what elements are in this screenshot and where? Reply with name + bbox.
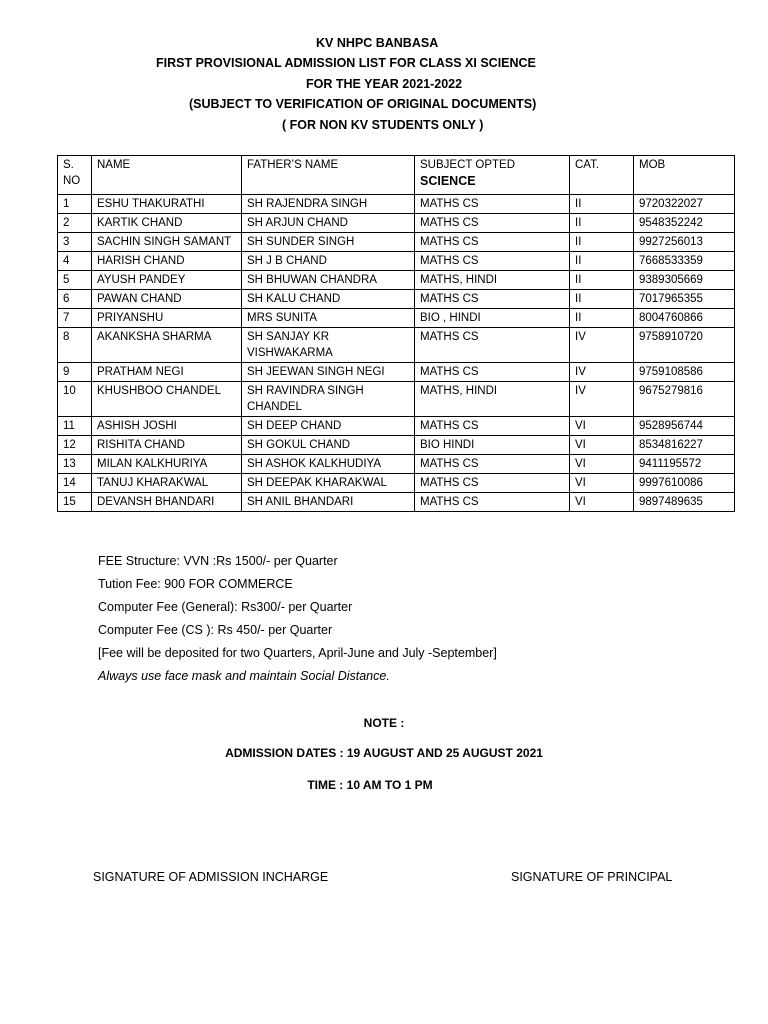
- col-father-header: FATHER’S NAME: [242, 156, 415, 195]
- row-category: VI: [570, 455, 634, 474]
- signature-principal: SIGNATURE OF PRINCIPAL: [511, 870, 673, 884]
- row-name: MILAN KALKHURIYA: [92, 455, 242, 474]
- table-row: [58, 417, 735, 436]
- row-mobile: 9720322027: [634, 195, 735, 214]
- row-name: ESHU THAKURATHI: [92, 195, 242, 214]
- row-mobile: 8534816227: [634, 436, 735, 455]
- row-name: DEVANSH BHANDARI: [92, 493, 242, 512]
- row-name: HARISH CHAND: [92, 252, 242, 271]
- row-subject: MATHS CS: [415, 195, 570, 214]
- row-sno: 8: [58, 328, 92, 363]
- table-row: [58, 252, 735, 271]
- row-subject: MATHS CS: [415, 214, 570, 233]
- row-subject: BIO , HINDI: [415, 309, 570, 328]
- row-name: KARTIK CHAND: [92, 214, 242, 233]
- row-mobile: 9411195572: [634, 455, 735, 474]
- row-sno: 12: [58, 436, 92, 455]
- table-row: [58, 493, 735, 512]
- row-father-name: SH RAJENDRA SINGH: [242, 195, 415, 214]
- fee-computer-cs: Computer Fee (CS ): Rs 450/- per Quarter: [98, 623, 333, 637]
- fee-computer-general: Computer Fee (General): Rs300/- per Quarter: [98, 600, 353, 614]
- table-row: [58, 309, 735, 328]
- row-mobile: 8004760866: [634, 309, 735, 328]
- row-category: IV: [570, 363, 634, 382]
- row-father-name: SH RAVINDRA SINGH CHANDEL: [242, 382, 415, 417]
- row-category: IV: [570, 382, 634, 417]
- row-category: II: [570, 252, 634, 271]
- stream-label: SCIENCE: [420, 174, 476, 188]
- col-cat-header: CAT.: [570, 156, 634, 195]
- row-subject: MATHS CS: [415, 455, 570, 474]
- col-mob-header: MOB: [634, 156, 735, 195]
- row-name: PRIYANSHU: [92, 309, 242, 328]
- row-subject: MATHS CS: [415, 252, 570, 271]
- col-sno-header: S. NO: [58, 156, 92, 195]
- row-father-name: MRS SUNITA: [242, 309, 415, 328]
- fee-vvn: FEE Structure: VVN :Rs 1500/- per Quarter: [98, 554, 338, 568]
- academic-year: FOR THE YEAR 2021-2022: [306, 77, 463, 91]
- table-row: [58, 271, 735, 290]
- list-title: FIRST PROVISIONAL ADMISSION LIST FOR CLASS XI SCIENCE: [156, 56, 536, 70]
- fee-structure: [98, 553, 497, 691]
- table-row: [58, 436, 735, 455]
- table-row: [58, 382, 735, 417]
- table-row: [58, 214, 735, 233]
- row-name: AYUSH PANDEY: [92, 271, 242, 290]
- row-category: II: [570, 195, 634, 214]
- row-subject: BIO HINDI: [415, 436, 570, 455]
- row-mobile: 9675279816: [634, 382, 735, 417]
- table-body: [58, 195, 735, 512]
- row-name: KHUSHBOO CHANDEL: [92, 382, 242, 417]
- verification-note: (SUBJECT TO VERIFICATION OF ORIGINAL DOCUMENTS): [189, 97, 537, 111]
- row-subject: MATHS CS: [415, 233, 570, 252]
- row-name: SACHIN SINGH SAMANT: [92, 233, 242, 252]
- row-sno: 2: [58, 214, 92, 233]
- row-mobile: 9927256013: [634, 233, 735, 252]
- table-header-row: [58, 156, 735, 195]
- admission-table: [57, 155, 735, 512]
- row-subject: MATHS CS: [415, 290, 570, 309]
- school-name: KV NHPC BANBASA: [316, 36, 439, 50]
- note-heading: NOTE :: [363, 716, 405, 730]
- row-name: AKANKSHA SHARMA: [92, 328, 242, 363]
- row-father-name: SH BHUWAN CHANDRA: [242, 271, 415, 290]
- col-subject-header: [415, 156, 570, 195]
- row-category: II: [570, 233, 634, 252]
- row-father-name: SH SUNDER SINGH: [242, 233, 415, 252]
- table-row: [58, 474, 735, 493]
- row-mobile: 9997610086: [634, 474, 735, 493]
- row-category: VI: [570, 436, 634, 455]
- safety-note: Always use face mask and maintain Social Distance.: [98, 669, 390, 683]
- row-category: VI: [570, 417, 634, 436]
- row-name: PAWAN CHAND: [92, 290, 242, 309]
- row-sno: 1: [58, 195, 92, 214]
- row-name: TANUJ KHARAKWAL: [92, 474, 242, 493]
- row-subject: MATHS CS: [415, 363, 570, 382]
- row-sno: 3: [58, 233, 92, 252]
- admission-dates: ADMISSION DATES : 19 AUGUST AND 25 AUGUST 2021: [225, 746, 543, 760]
- row-mobile: 9758910720: [634, 328, 735, 363]
- row-category: VI: [570, 493, 634, 512]
- row-mobile: 7017965355: [634, 290, 735, 309]
- table-row: [58, 455, 735, 474]
- table-row: [58, 290, 735, 309]
- row-sno: 11: [58, 417, 92, 436]
- row-name: PRATHAM NEGI: [92, 363, 242, 382]
- row-mobile: 9389305669: [634, 271, 735, 290]
- table-row: [58, 195, 735, 214]
- row-subject: MATHS CS: [415, 417, 570, 436]
- row-sno: 13: [58, 455, 92, 474]
- row-mobile: 7668533359: [634, 252, 735, 271]
- fee-tuition: Tution Fee: 900 FOR COMMERCE: [98, 577, 293, 591]
- row-sno: 6: [58, 290, 92, 309]
- table-row: [58, 233, 735, 252]
- row-father-name: SH ASHOK KALKHUDIYA: [242, 455, 415, 474]
- fee-deposit-note: [Fee will be deposited for two Quarters, April-June and July -September]: [98, 646, 497, 660]
- row-category: IV: [570, 328, 634, 363]
- row-subject: MATHS, HINDI: [415, 271, 570, 290]
- col-name-header: NAME: [92, 156, 242, 195]
- admission-time: TIME : 10 AM TO 1 PM: [307, 778, 433, 792]
- eligibility-note: ( FOR NON KV STUDENTS ONLY ): [282, 118, 484, 132]
- row-sno: 4: [58, 252, 92, 271]
- row-father-name: SH DEEPAK KHARAKWAL: [242, 474, 415, 493]
- row-mobile: 9528956744: [634, 417, 735, 436]
- row-father-name: SH JEEWAN SINGH NEGI: [242, 363, 415, 382]
- row-name: ASHISH JOSHI: [92, 417, 242, 436]
- row-category: VI: [570, 474, 634, 493]
- row-category: II: [570, 309, 634, 328]
- row-father-name: SH ARJUN CHAND: [242, 214, 415, 233]
- row-mobile: 9548352242: [634, 214, 735, 233]
- row-name: RISHITA CHAND: [92, 436, 242, 455]
- row-father-name: SH KALU CHAND: [242, 290, 415, 309]
- table-row: [58, 363, 735, 382]
- row-mobile: 9897489635: [634, 493, 735, 512]
- row-category: II: [570, 290, 634, 309]
- row-sno: 5: [58, 271, 92, 290]
- row-sno: 14: [58, 474, 92, 493]
- row-father-name: SH ANIL BHANDARI: [242, 493, 415, 512]
- row-mobile: 9759108586: [634, 363, 735, 382]
- row-subject: MATHS CS: [415, 328, 570, 363]
- row-subject: MATHS CS: [415, 474, 570, 493]
- row-father-name: SH SANJAY KR VISHWAKARMA: [242, 328, 415, 363]
- row-sno: 7: [58, 309, 92, 328]
- signature-admission-incharge: SIGNATURE OF ADMISSION INCHARGE: [93, 870, 329, 884]
- subject-opted-label: SUBJECT OPTED: [420, 159, 515, 171]
- row-sno: 10: [58, 382, 92, 417]
- row-father-name: SH J B CHAND: [242, 252, 415, 271]
- row-category: II: [570, 271, 634, 290]
- row-subject: MATHS, HINDI: [415, 382, 570, 417]
- row-subject: MATHS CS: [415, 493, 570, 512]
- row-sno: 15: [58, 493, 92, 512]
- row-category: II: [570, 214, 634, 233]
- table-row: [58, 328, 735, 363]
- row-father-name: SH GOKUL CHAND: [242, 436, 415, 455]
- row-father-name: SH DEEP CHAND: [242, 417, 415, 436]
- row-sno: 9: [58, 363, 92, 382]
